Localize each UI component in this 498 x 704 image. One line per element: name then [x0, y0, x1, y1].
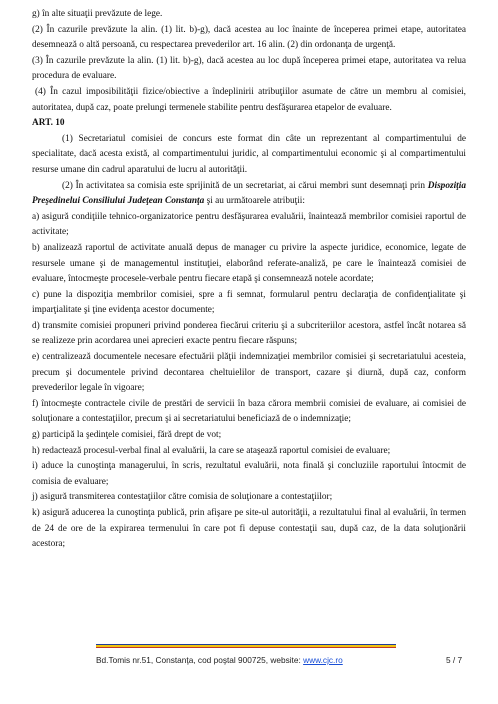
alineat-2-text-start: (2) În activitatea sa comisia este sprijinită de un secretariat, ai cărui membri sunt desemnaţi prin [62, 180, 428, 191]
dispozitie-reference: Dispoziţia Preşedinelui Consiliului Judeţean Constanţa [32, 180, 466, 207]
attribution-f: f) întocmeşte contractele civile de prestări de servicii în baza cărora membrii comisiei de evaluare, ai comisiei de soluţionare a contestaţiilor, precum şi ai secretariatului beneficiază de o indemnizaţie; [32, 398, 466, 425]
footer-website-link[interactable]: www.cjc.ro [303, 655, 343, 665]
alineat-2-text-end: şi au următoarele atribuţii: [204, 196, 305, 207]
footer-address [96, 655, 436, 665]
attribution-c: c) pune la dispoziţia membrilor comisiei, spre a fi semnat, formularul pentru declaraţia de confidenţialitate şi imparţialitate şi ţine evidenţa acestor documente; [32, 289, 466, 316]
attribution-k: k) asigură aducerea la cunoştinţa publică, prin afişare pe site-ul autorităţii, a rezultatului final al evaluării, în termen de 24 de ore de la expirarea termenului în care pot fi depuse contestaţii sau, după caz, de la data soluţionării acestora; [32, 508, 466, 550]
attribution-i: i) aduce la cunoştinţa managerului, în scris, rezultatul evaluării, nota finală şi concluziile raportului întocmit de comisia de evaluare; [32, 461, 466, 487]
paragraph-2: (2) În cazurile prevăzute la alin. (1) lit. b)-g), dacă acestea au loc înainte de începerea primei etape, autoritatea desemnează o altă persoană, cu respectarea prevederilor art. 16 alin. (2) din ordonanţa de urgenţă. [32, 24, 466, 51]
paragraph-3: (3) În cazurile prevăzute la alin. (1) lit. b)-g), dacă acestea au loc după începerea primei etape, autoritatea va relua procedura de evaluare. [32, 55, 466, 82]
attribution-e: e) centralizează documentele necesare efectuării plăţii indemnizaţiei membrilor comisiei şi secretariatului acesteia, precum şi documentele privind decontarea cheltuielilor de transport, cazare şi diurnă, după caz, conform prevederilor legale în vigoare; [32, 352, 466, 394]
footer-address-text: Bd.Tomis nr.51, Constanţa, cod poştal 900725, website: [96, 655, 304, 665]
attribution-a: a) asigură condiţiile tehnico-organizatorice pentru desfăşurarea evaluării, înaintează membrilor comisiei raportul de activitate; [32, 211, 466, 238]
article-10-alineat-2 [32, 179, 466, 210]
article-10-alineat-1: (1) Secretariatul comisiei de concurs este format din câte un reprezentant al compartimentului de specialitate, dacă acesta există, al compartimentului juridic, al compartimentului economic şi al compartimentului resurse umane din cadrul aparatului de lucru al autorităţii. [32, 133, 466, 175]
attribution-j: j) asigură transmiterea contestaţiilor către comisia de soluţionare a contestaţiilor; [32, 492, 333, 503]
attribution-d: d) transmite comisiei propuneri privind ponderea fiecărui criteriu şi a subcriteriilor acestora, astfel încât notarea să se realizeze prin acordarea unei aprecieri exacte pentru fiecare răspuns; [32, 320, 466, 347]
page-number: 5 / 7 [446, 655, 463, 665]
document-body [32, 7, 466, 553]
item-g-previous: g) în alte situaţii prevăzute de lege. [32, 9, 163, 19]
attribution-g: g) participă la şedinţele comisiei, fără drept de vot; [32, 430, 222, 441]
footer-band-red [96, 647, 396, 648]
paragraph-4: (4) În cazul imposibilităţii fizice/obiective a îndeplinirii atribuţiilor asumate de către un membru al comisiei, autoritatea, după caz, poate prelungi termenele stabilite pentru desfăşurarea etapelor de evaluare. [32, 86, 466, 113]
attribution-b: b) analizează raportul de activitate anuală depus de manager cu privire la aspecte juridice, economice, legate de resursele umane şi de managementul instituţiei, elaborând referate-analiză, pe care le înaintează comisiei de evaluare, întocmeşte procesele-verbale pentru fiecare etapă şi consemnează notele acordate; [32, 242, 466, 285]
footer-tricolor-band [96, 644, 396, 648]
attribution-h: h) redactează procesul-verbal final al evaluării, la care se ataşează raportul comisiei de evaluare; [32, 445, 391, 456]
article-title: ART. 10 [32, 118, 65, 129]
